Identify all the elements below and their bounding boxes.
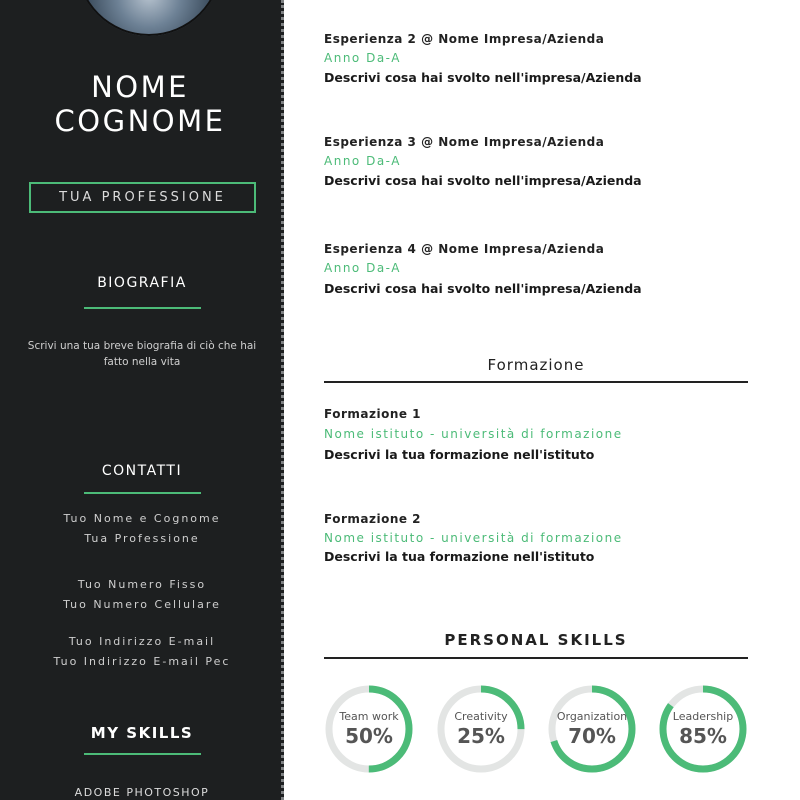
experience-period: Anno Da-A	[324, 154, 401, 168]
gauge-value: 70%	[568, 724, 616, 748]
experience-desc: Descrivi cosa hai svolto nell'impresa/Azienda	[324, 70, 642, 85]
contact-email: Tuo Indirizzo E-mail	[68, 635, 216, 648]
experience-title: Esperienza 2 @ Nome Impresa/Azienda	[324, 32, 605, 46]
skill-gauge	[436, 684, 526, 774]
education-title: Formazione 2	[324, 512, 422, 526]
experience-period: Anno Da-A	[324, 51, 401, 65]
skills-heading: MY SKILLS	[90, 724, 194, 742]
skill-gauge	[324, 684, 414, 774]
education-institute: Nome istituto - università di formazione	[324, 531, 623, 545]
gauge-label: Leadership	[672, 710, 734, 723]
contacts-divider	[84, 492, 201, 494]
gauge-value: 50%	[345, 724, 393, 748]
personal-skills-heading: PERSONAL SKILLS	[444, 631, 628, 649]
experience-desc: Descrivi cosa hai svolto nell'impresa/Azienda	[324, 173, 642, 188]
contact-phone: Tuo Numero Fisso	[77, 578, 207, 591]
skill-item: ADOBE PHOTOSHOP	[74, 786, 210, 799]
contact-name: Tuo Nome e Cognome	[63, 512, 221, 525]
experience-title: Esperienza 4 @ Nome Impresa/Azienda	[324, 242, 605, 256]
sidebar	[0, 0, 284, 800]
skill-gauge	[658, 684, 748, 774]
bio-divider	[84, 307, 201, 309]
education-divider	[324, 381, 748, 383]
education-title: Formazione 1	[324, 407, 422, 421]
experience-period: Anno Da-A	[324, 261, 401, 275]
experience-desc: Descrivi cosa hai svolto nell'impresa/Azienda	[324, 281, 642, 296]
skills-divider	[84, 753, 201, 755]
education-desc: Descrivi la tua formazione nell'istituto	[324, 549, 595, 564]
gauge-label: Team work	[339, 710, 399, 723]
education-desc: Descrivi la tua formazione nell'istituto	[324, 447, 595, 462]
gauge-value: 25%	[457, 724, 505, 748]
gauge-label: Organization	[556, 710, 628, 723]
contact-pec: Tuo Indirizzo E-mail Pec	[53, 655, 231, 668]
education-institute: Nome istituto - università di formazione	[324, 427, 623, 441]
gauge-value: 85%	[679, 724, 727, 748]
contacts-heading: CONTATTI	[101, 463, 183, 479]
gauge-label: Creativity	[454, 710, 508, 723]
profession-box: TUA PROFESSIONE	[29, 182, 256, 213]
avatar	[76, 0, 222, 36]
personal-skills-divider	[324, 657, 748, 659]
contact-profession: Tua Professione	[84, 532, 200, 545]
bio-text: Scrivi una tua breve biografia di ciò che hai fatto nella vita	[27, 340, 257, 368]
skill-gauge	[547, 684, 637, 774]
education-heading: Formazione	[487, 356, 585, 374]
experience-title: Esperienza 3 @ Nome Impresa/Azienda	[324, 135, 605, 149]
person-name: NOME COGNOME	[54, 70, 226, 138]
contact-mobile: Tuo Numero Cellulare	[63, 598, 221, 611]
bio-heading: BIOGRAFIA	[97, 275, 187, 291]
